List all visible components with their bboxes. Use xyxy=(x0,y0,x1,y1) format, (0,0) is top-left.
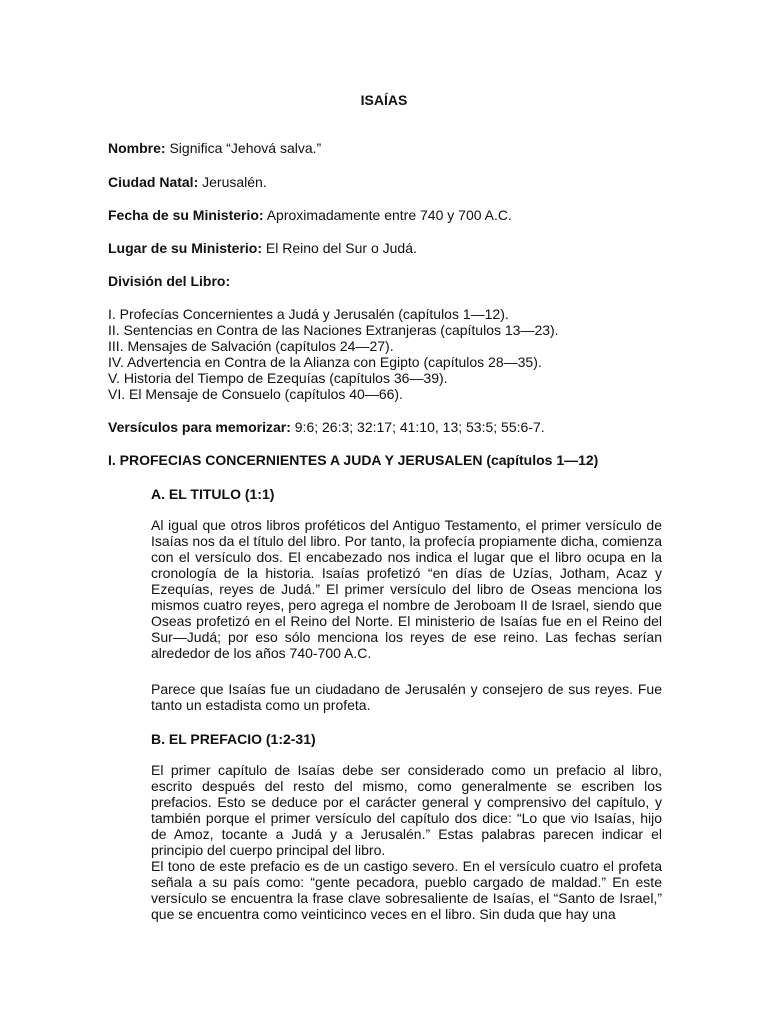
paragraph: El tono de este prefacio es de un castigo severo. En el versículo cuatro el profeta señala a su país como: “gente pecadora, pueblo cargado de maldad.” En este versículo se encuentra la frase clave sobresaliente de Isaías, el “Santo de Israel,” que se encuentra como veinticinco veces en el libro. Sin duda que hay una xyxy=(151,858,662,922)
field-label: División del Libro: xyxy=(108,273,231,289)
field-ciudad-natal xyxy=(108,174,267,190)
field-division-libro xyxy=(108,273,230,289)
field-label: Nombre: xyxy=(108,140,166,156)
field-value: Jerusalén. xyxy=(202,174,267,190)
list-item: VI. El Mensaje de Consuelo (capítulos 40—66). xyxy=(108,386,403,402)
list-item: IV. Advertencia en Contra de la Alianza con Egipto (capítulos 28—35). xyxy=(108,354,542,370)
field-label: Versículos para memorizar: xyxy=(108,419,291,435)
field-lugar-ministerio xyxy=(108,240,417,256)
list-item: II. Sentencias en Contra de las Naciones Extranjeras (capítulos 13—23). xyxy=(108,322,559,338)
paragraph: El primer capítulo de Isaías debe ser considerado como un prefacio al libro, escrito después del resto del mismo, como generalmente se escriben los prefacios. Esto se deduce por el carácter general y comprensivo del capítulo, y también porque el primer versículo del capítulo dos dice: “Lo que vio Isaías, hijo de Amoz, tocante a Judá y a Jerusalén.” Estas palabras parecen indicar el principio del cuerpo principal del libro. xyxy=(151,762,662,858)
paragraph-block xyxy=(151,681,662,713)
field-value: Aproximadamente entre 740 y 700 A.C. xyxy=(266,207,512,223)
field-nombre xyxy=(108,140,321,156)
field-label: Fecha de su Ministerio: xyxy=(108,207,264,223)
subsection-heading: B. EL PREFACIO (1:2-31) xyxy=(151,731,316,747)
division-list xyxy=(108,306,559,402)
field-value: El Reino del Sur o Judá. xyxy=(265,240,417,256)
field-value: Significa “Jehová salva.” xyxy=(169,140,322,156)
field-label: Lugar de su Ministerio: xyxy=(108,240,263,256)
paragraph-block xyxy=(151,762,662,922)
document-title: ISAÍAS xyxy=(360,92,408,108)
field-label: Ciudad Natal: xyxy=(108,174,199,190)
field-value: 9:6; 26:3; 32:17; 41:10, 13; 53:5; 55:6-7. xyxy=(294,419,545,435)
paragraph: Parece que Isaías fue un ciudadano de Jerusalén y consejero de sus reyes. Fue tanto un estadista como un profeta. xyxy=(151,681,662,713)
paragraph: Al igual que otros libros proféticos del Antiguo Testamento, el primer versículo de Isaías nos da el título del libro. Por tanto, la profecía propiamente dicha, comienza con el versículo dos. El encabezado nos indica el lugar que el libro ocupa en la cronología de la historia. Isaías profetizó “en días de Uzías, Jotham, Acaz y Ezequías, reyes de Judá.” El primer versículo del libro de Oseas menciona los mismos cuatro reyes, pero agrega el nombre de Jeroboam II de Israel, siendo que Oseas profetizó en el Reino del Norte. El ministerio de Isaías fue en el Reino del Sur—Judá; por eso sólo menciona los reyes de ese reino. Las fechas serían alrededor de los años 740-700 A.C. xyxy=(151,517,662,661)
paragraph-block xyxy=(151,517,662,661)
subsection-heading: A. EL TITULO (1:1) xyxy=(151,486,275,502)
list-item: III. Mensajes de Salvación (capítulos 24—27). xyxy=(108,338,394,354)
field-fecha-ministerio xyxy=(108,207,512,223)
memorize-verses xyxy=(108,419,545,435)
section-heading: I. PROFECIAS CONCERNIENTES A JUDA Y JERUSALEN (capítulos 1—12) xyxy=(108,452,599,468)
list-item: V. Historia del Tiempo de Ezequías (capítulos 36—39). xyxy=(108,370,448,386)
list-item: I. Profecías Concernientes a Judá y Jerusalén (capítulos 1—12). xyxy=(108,306,509,322)
